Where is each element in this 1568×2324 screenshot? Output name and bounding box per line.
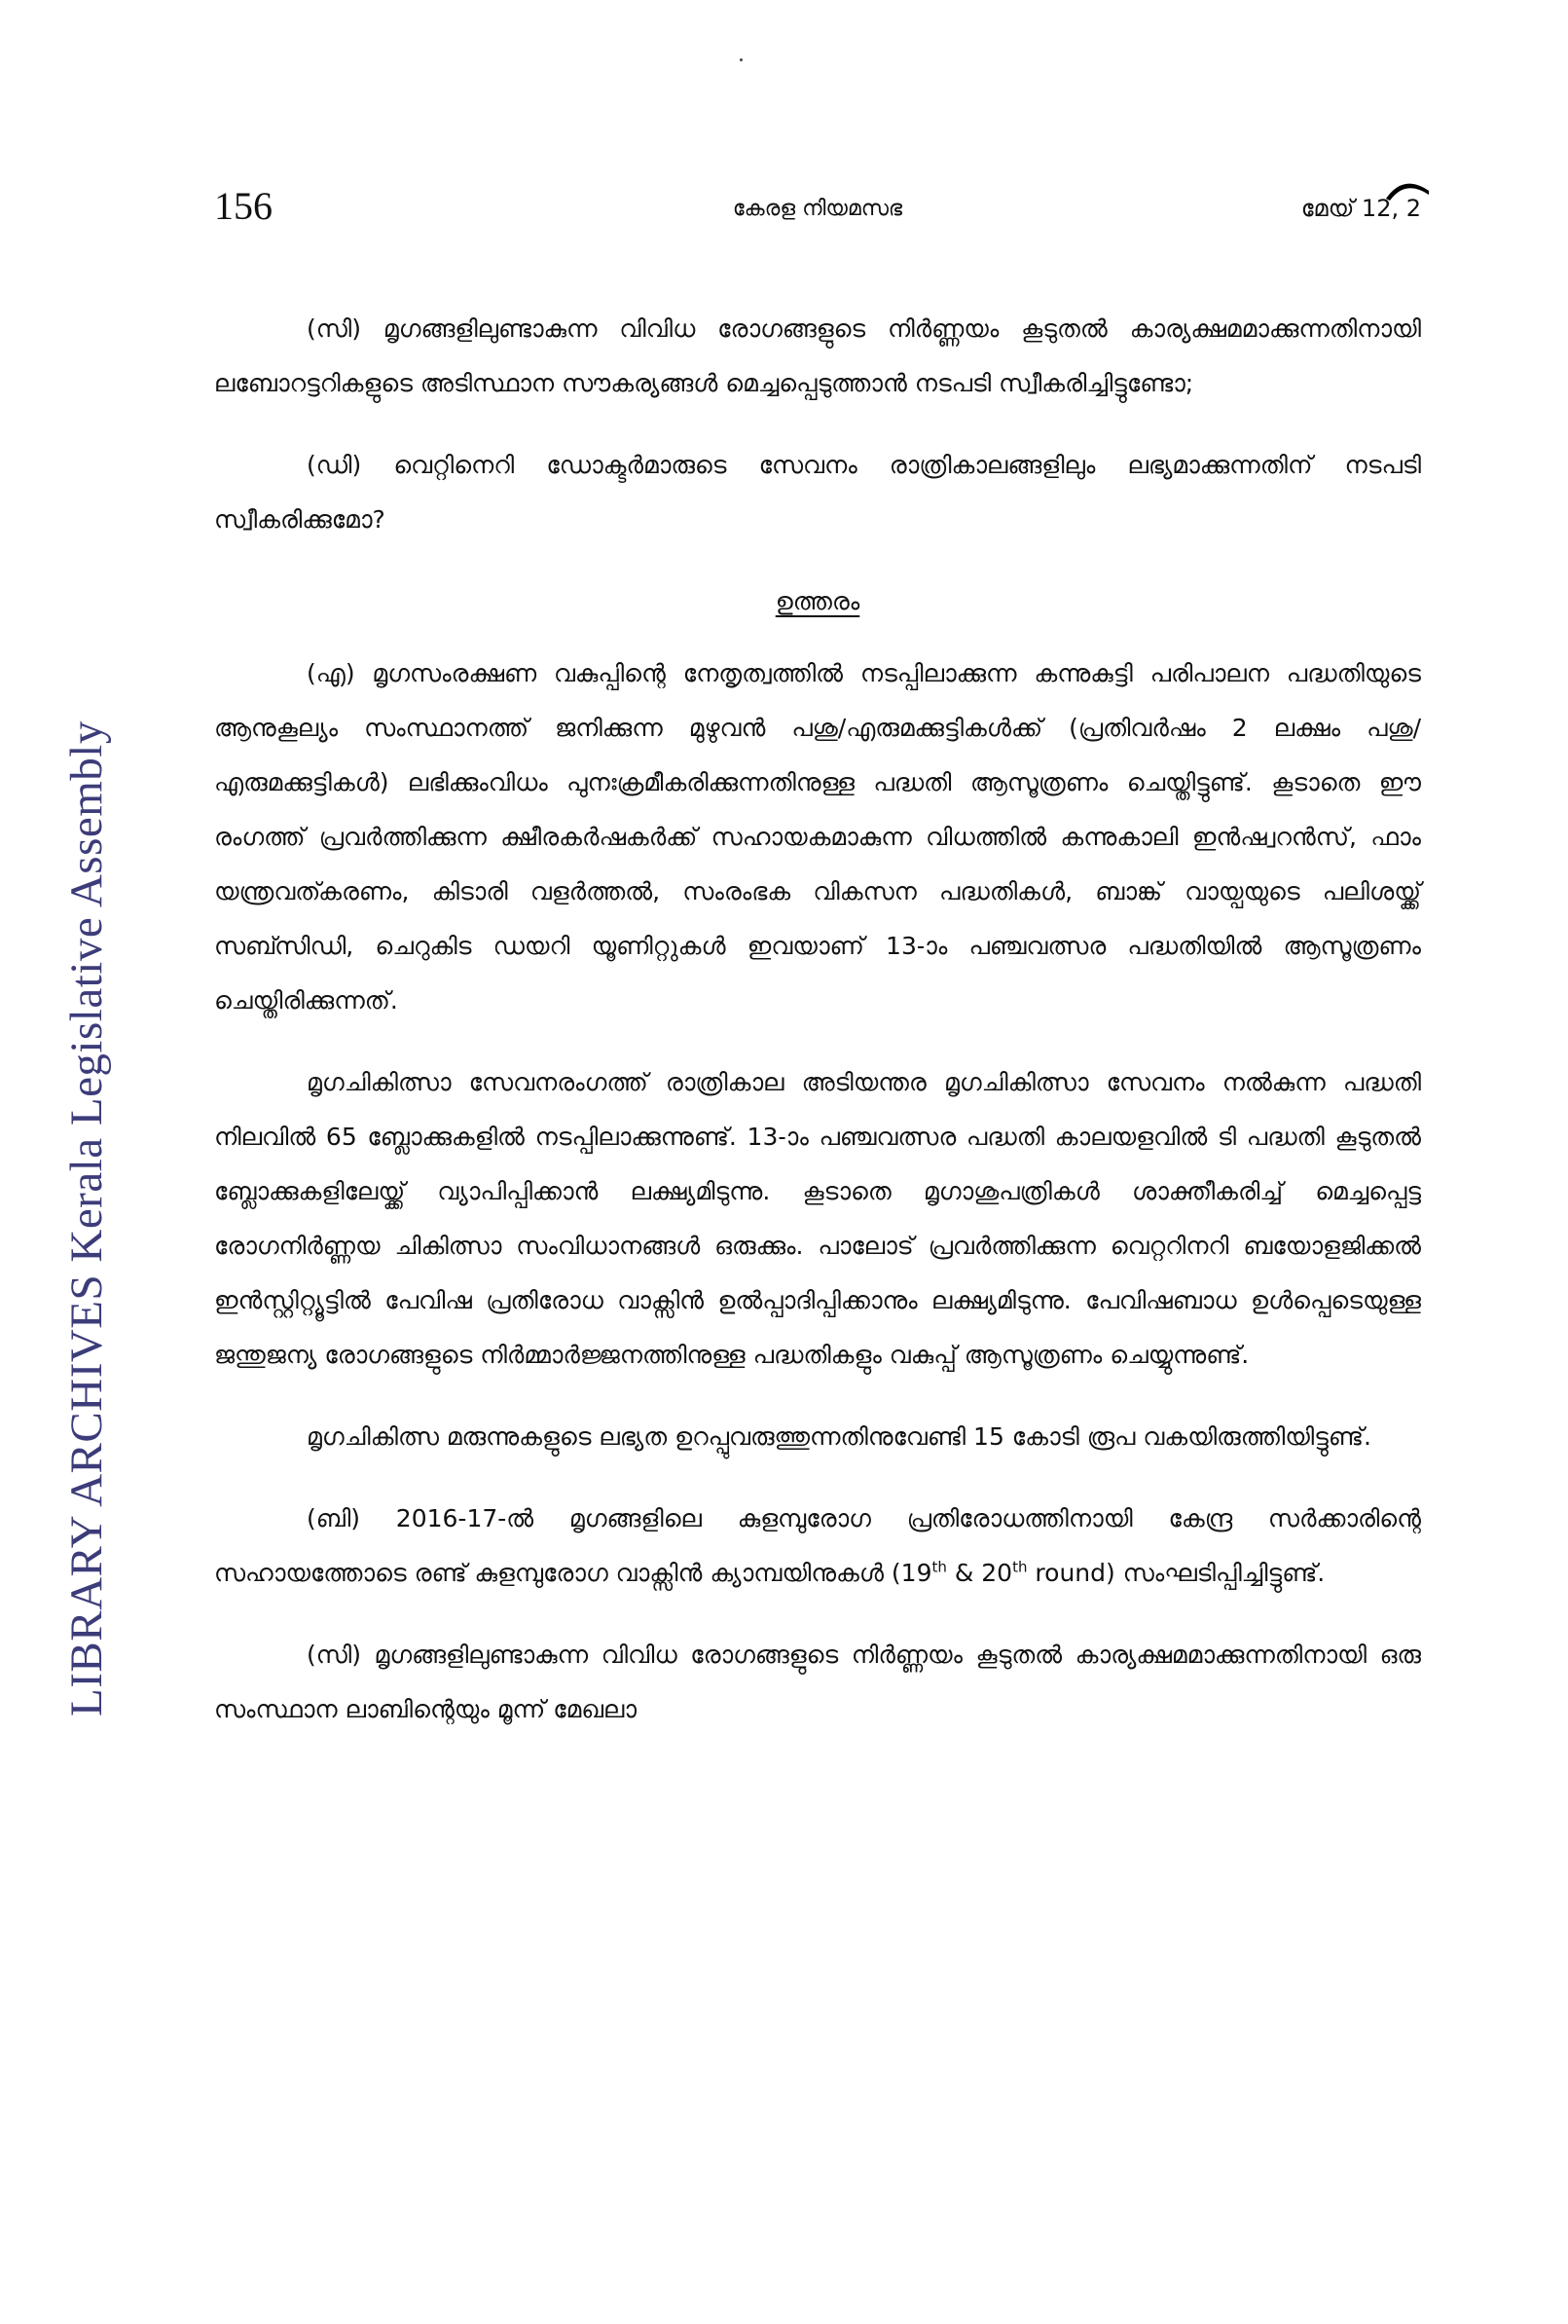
answer-a: (എ) മൃഗസംരക്ഷണ വകുപ്പിന്റെ നേതൃത്വത്തിൽ നടപ്പിലാക്കുന്ന കന്നുകുട്ടി പരിപാലന പദ്ധതിയുടെ ആനുകൂല്യം സംസ്ഥാനത്ത് ജനിക്കുന്ന മുഴുവൻ പശു/എരുമക്കുട്ടികൾക്ക് (പ്രതിവർഷം 2 ലക്ഷം പശു/എരുമക്കുട്ടികൾ) ലഭിക്കുംവിധം പുനഃക്രമീകരിക്കുന്നതിനുള്ള പദ്ധതി ആസൂത്രണം ചെയ്തിട്ടുണ്ട്. കൂടാതെ ഈ രംഗത്ത് പ്രവർത്തിക്കുന്ന ക്ഷീരകർഷകർക്ക് സഹായകമാകുന്ന വിധത്തിൽ കന്നുകാലി ഇൻഷ്വറൻസ്, ഫാം യന്ത്രവത്കരണം, കിടാരി വളർത്തൽ, സംരംഭക വികസന പദ്ധതികൾ, ബാങ്ക് വായ്പയുടെ പലിശയ്ക്ക് സബ്സിഡി, ചെറുകിട ഡയറി യൂണിറ്റുകൾ ഇവയാണ് 13-ാം പഞ്ചവത്സര പദ്ധതിയിൽ ആസൂത്രണം ചെയ്തിരിക്കുന്നത്. (214, 659, 1421, 1014)
document-body (214, 302, 1421, 1764)
archive-watermark: LIBRARY ARCHIVES Kerala Legislative Assembly (61, 720, 112, 1716)
page-header (214, 183, 1421, 241)
running-title: കേരള നിയമസഭ (732, 197, 903, 221)
question-d: (ഡി) വെറ്റിനെറി ഡോക്ടർമാരുടെ സേവനം രാത്രികാലങ്ങളിലും ലഭ്യമാക്കുന്നതിന് നടപടി സ്വീകരിക്കുമോ? (214, 451, 1421, 534)
scan-speck (740, 58, 743, 61)
question-c: (സി) മൃഗങ്ങളിലുണ്ടാകുന്ന വിവിധ രോഗങ്ങളുടെ നിർണ്ണയം കൂടുതൽ കാര്യക്ഷമമാക്കുന്നതിനായി ലബോറട്ടറികളുടെ അടിസ്ഥാന സൗകര്യങ്ങൾ മെച്ചപ്പെടുത്താൻ നടപടി സ്വീകരിച്ചിട്ടുണ്ടോ; (214, 314, 1421, 397)
answer-vet-services: മൃഗചികിത്സാ സേവനരംഗത്ത് രാത്രികാല അടിയന്തര മൃഗചികിത്സാ സേവനം നൽകുന്ന പദ്ധതി നിലവിൽ 65 ബ്ലോക്കുകളിൽ നടപ്പിലാക്കുന്നുണ്ട്. 13-ാം പഞ്ചവത്സര പദ്ധതി കാലയളവിൽ ടി പദ്ധതി കൂടുതൽ ബ്ലോക്കുകളിലേയ്ക്ക് വ്യാപിപ്പിക്കാൻ ലക്ഷ്യമിടുന്നു. കൂടാതെ മൃഗാശുപത്രികൾ ശാക്തീകരിച്ച് മെച്ചപ്പെട്ട രോഗനിർണ്ണയ ചികിത്സാ സംവിധാനങ്ങൾ ഒരുക്കും. പാലോട് പ്രവർത്തിക്കുന്ന വെറ്ററിനറി ബയോളജിക്കൽ ഇൻസ്റ്റിറ്റ്യൂട്ടിൽ പേവിഷ പ്രതിരോധ വാക്സിൻ ഉൽപ്പാദിപ്പിക്കാനും ലക്ഷ്യമിടുന്നു. പേവിഷബാധ ഉൾപ്പെടെയുള്ള ജന്തുജന്യ രോഗങ്ങളുടെ നിർമ്മാർജ്ജനത്തിനുള്ള പദ്ധതികളും വകുപ്പ് ആസൂത്രണം ചെയ്യുന്നുണ്ട്. (214, 1068, 1421, 1369)
answer-heading: ഉത്തരം (775, 587, 860, 615)
answer-medicine: മൃഗചികിത്സ മരുന്നുകളുടെ ലഭ്യത ഉറപ്പുവരുത്തുന്നതിനുവേണ്ടി 15 കോടി രൂപ വകയിരുത്തിയിട്ടുണ്ട്. (307, 1422, 1371, 1451)
header-date: മേയ് 12, 2 (1300, 195, 1421, 222)
answer-b (214, 1492, 1421, 1601)
corner-mark-icon (1384, 175, 1431, 203)
superscript-th-2: th (1012, 1558, 1028, 1576)
superscript-th-1: th (931, 1558, 947, 1576)
answer-b-mid: & 20 (946, 1559, 1013, 1587)
page-number: 156 (214, 184, 273, 228)
answer-b-text: (ബി) 2016-17-ൽ മൃഗങ്ങളിലെ കുളമ്പുരോഗ പ്രതിരോധത്തിനായി കേന്ദ്ര സർക്കാരിന്റെ സഹായത്തോടെ രണ്ട് കുളമ്പുരോഗ വാക്സിൻ ക്യാമ്പയിനുകൾ (19 (214, 1504, 1421, 1587)
answer-c: (സി) മൃഗങ്ങളിലുണ്ടാകുന്ന വിവിധ രോഗങ്ങളുടെ നിർണ്ണയം കൂടുതൽ കാര്യക്ഷമമാക്കുന്നതിനായി ഒരു സംസ്ഥാന ലാബിന്റെയും മൂന്ന് മേഖലാ (214, 1641, 1421, 1723)
answer-b-end: round) സംഘടിപ്പിച്ചിട്ടുണ്ട്. (1027, 1559, 1326, 1587)
